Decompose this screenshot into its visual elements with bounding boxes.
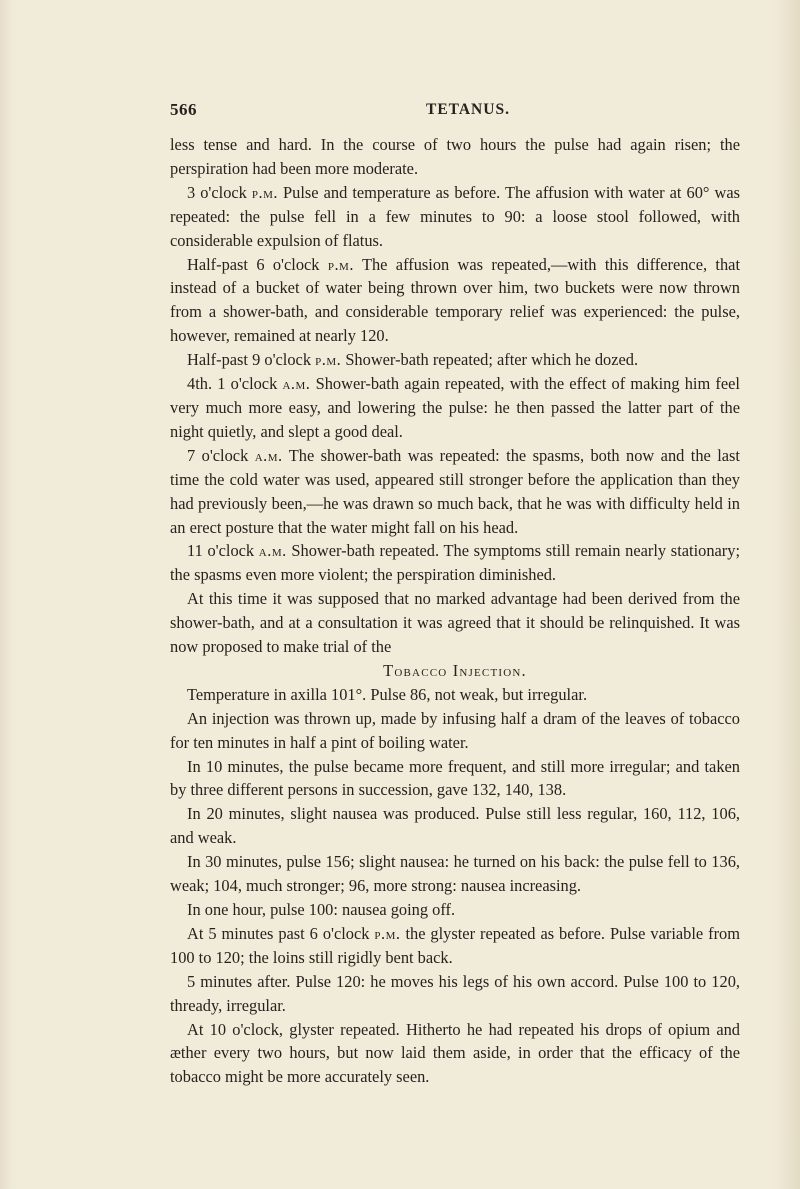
section-heading: Tobacco Injection. — [383, 660, 527, 680]
paragraph: An injection was thrown up, made by infusing half a dram of the leaves of tobacco for ten minutes in half a pint of boiling water. — [170, 708, 740, 752]
paragraph: In 10 minutes, the pulse became more frequent, and still more irregular; and taken by three different persons in succession, gave 132, 140, 138. — [170, 756, 740, 800]
paragraph: 11 o'clock a.m. Shower-bath repeated. The symptoms still remain nearly stationary; the spasms even more violent; the perspiration diminished. — [170, 541, 740, 585]
paragraph: At 10 o'clock, glyster repeated. Hitherto he had repeated his drops of opium and æther every two hours, but now laid them aside, in order that the efficacy of the tobacco might be more accurately seen. — [170, 1019, 740, 1087]
paragraph: At this time it was supposed that no marked advantage had been derived from the shower-bath, and at a consultation it was agreed that it should be relinquished. It was now proposed to make trial of the — [170, 589, 740, 657]
paragraph: 4th. 1 o'clock a.m. Shower-bath again repeated, with the effect of making him feel very much more easy, and lowering the pulse: he then passed the latter part of the night quietly, and slept a good deal. — [170, 374, 740, 441]
paragraph: Half-past 9 o'clock p.m. Shower-bath repeated; after which he dozed. — [187, 350, 639, 370]
paragraph: In 30 minutes, pulse 156; slight nausea: he turned on his back: the pulse fell to 136, weak; 104, much stronger; 96, more strong: nausea increasing. — [170, 852, 740, 896]
paragraph: Temperature in axilla 101°. Pulse 86, not weak, but irregular. — [187, 684, 588, 704]
paragraph: 5 minutes after. Pulse 120: he moves his legs of his own accord. Pulse 100 to 120, thready, irregular. — [170, 971, 740, 1015]
paragraph: In 20 minutes, slight nausea was produced. Pulse still less regular, 160, 112, 106, and weak. — [170, 804, 740, 848]
paragraph: less tense and hard. In the course of two hours the pulse had again risen; the perspiration had been more moderate. — [170, 135, 740, 178]
page-number: 566 — [170, 100, 197, 119]
page-edge-shadow-right — [774, 0, 800, 1189]
page-edge-shadow-left — [0, 0, 14, 1189]
page-body — [170, 133, 740, 1089]
running-head: TETANUS. — [426, 101, 510, 118]
page-header — [170, 100, 740, 124]
paragraph: Half-past 6 o'clock p.m. The affusion was repeated,—with this difference, that instead of a bucket of water being thrown over him, two buckets were now thrown from a shower-bath, and considerable temporary relief was experienced: the pulse, however, remained at nearly 120. — [170, 254, 740, 346]
paragraph: 7 o'clock a.m. The shower-bath was repeated: the spasms, both now and the last time the cold water was used, appeared still stronger before the application than they had previously been,—he was drawn so much back, that he was with difficulty held in an erect posture that the water might fall on his head. — [170, 445, 740, 537]
paragraph: At 5 minutes past 6 o'clock p.m. the glyster repeated as before. Pulse variable from 100 to 120; the loins still rigidly bent back. — [170, 923, 740, 967]
paragraph: 3 o'clock p.m. Pulse and temperature as before. The affusion with water at 60° was repeated: the pulse fell in a few minutes to 90: a loose stool followed, with considerable expulsion of flatus. — [170, 182, 740, 250]
paragraph: In one hour, pulse 100: nausea going off. — [187, 900, 456, 919]
